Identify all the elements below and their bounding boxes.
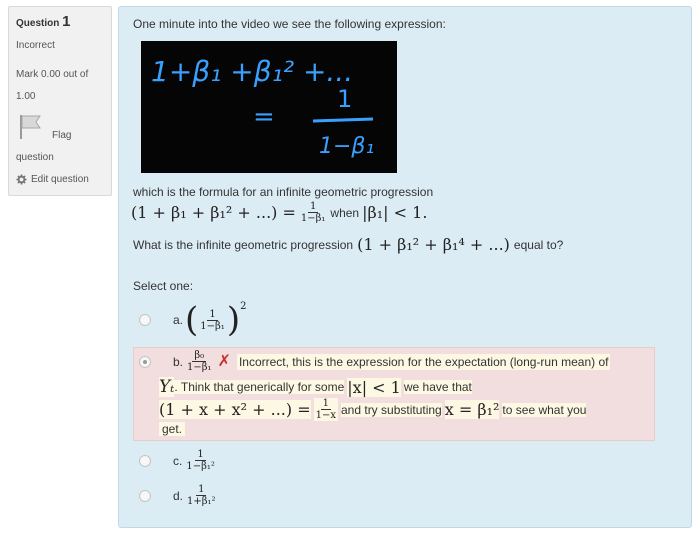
option-a-radio[interactable] (139, 314, 151, 326)
feedback-line-2-end: we have that (403, 380, 472, 394)
video-still-image (141, 41, 397, 173)
option-a-letter: a. (173, 313, 184, 327)
option-b-bottom: 1−β₁ (187, 362, 212, 373)
blackboard-numerator: 1 (337, 85, 353, 113)
option-a-fraction (198, 309, 227, 332)
formula-lhs: (1 + β₁ + β₁² + ...) = (131, 203, 296, 222)
formula-line (131, 201, 427, 224)
feedback-fraction (314, 398, 338, 421)
flag-label-2: question (16, 152, 54, 163)
question-grade (16, 64, 104, 108)
edit-question-label: Edit question (31, 174, 89, 185)
formula-condition: |β₁| < 1. (362, 203, 428, 222)
grade-line-1: Mark 0.00 out of (16, 69, 89, 80)
question-content (118, 6, 692, 528)
feedback-variable: Yₜ (159, 377, 175, 397)
option-d-top: 1 (198, 484, 205, 495)
feedback-line-1: Incorrect, this is the expression for the expectation (long-run mean) of (238, 354, 609, 369)
when-word: when (330, 205, 360, 220)
option-b-letter: b. (173, 354, 184, 369)
option-c-bottom: 1−β₁² (186, 461, 215, 472)
option-d-letter: d. (173, 488, 184, 503)
prompt-prefix: What is the infinite geometric progression (133, 237, 354, 252)
gear-icon (16, 174, 27, 185)
grade-line-2: 1.00 (16, 91, 36, 102)
blackboard-line-1: 1+β₁ +β₁² +... (151, 55, 354, 88)
feedback-line-3-mid: and try substituting (341, 402, 442, 417)
option-b-top: β₀ (194, 350, 205, 361)
feedback-line-3 (159, 398, 586, 421)
formula-fraction-top: 1 (309, 201, 317, 212)
answer-option-a[interactable] (139, 300, 247, 340)
blackboard-denominator: 1−β₁ (319, 134, 375, 159)
option-a-close-paren: ) (226, 300, 241, 340)
formula-description: which is the formula for an infinite geometric progression (133, 185, 434, 199)
answer-option-c[interactable] (139, 449, 217, 472)
option-d-radio[interactable] (139, 490, 151, 502)
feedback-fraction-top: 1 (322, 398, 329, 409)
feedback-line-4: get. (159, 422, 185, 436)
formula-fraction-bottom: 1−β₁ (300, 213, 326, 224)
blackboard-fraction-bar (313, 119, 373, 121)
feedback-condition: |x| < 1 (347, 377, 401, 397)
option-c-fraction (184, 449, 217, 472)
flag-icon (18, 114, 42, 140)
incorrect-cross-icon: ✗ (217, 352, 231, 370)
prompt-suffix: equal to? (513, 237, 564, 252)
option-d-bottom: 1+β₁² (187, 496, 216, 507)
question-intro: One minute into the video we see the following expression: (133, 17, 446, 31)
option-b-fraction (185, 350, 214, 373)
handwritten-formula (141, 41, 397, 173)
prompt-expression: (1 + β₁² + β₁⁴ + ...) (357, 235, 510, 254)
feedback-substitution: x = β₁² (444, 400, 500, 419)
feedback-line-2-text: . Think that generically for some (174, 380, 345, 394)
question-word: Question (16, 18, 60, 29)
option-c-letter: c. (173, 453, 183, 468)
option-a-power: 2 (240, 301, 247, 312)
formula-fraction (299, 201, 328, 224)
feedback-line-2 (159, 377, 472, 397)
option-a-top: 1 (209, 308, 216, 320)
option-d-fraction (185, 484, 218, 507)
edit-question-link[interactable] (16, 174, 104, 185)
option-c-top: 1 (197, 449, 204, 460)
option-b-radio[interactable] (139, 356, 151, 368)
question-prompt (133, 235, 563, 254)
question-number-value: 1 (62, 13, 71, 30)
feedback-series: (1 + x + x² + ...) = (159, 400, 311, 419)
feedback-fraction-bottom: 1−x (315, 410, 336, 421)
answer-option-d[interactable] (139, 484, 218, 507)
flag-question-toggle[interactable] (16, 112, 104, 163)
option-a-open-paren: ( (185, 300, 199, 340)
question-state: Incorrect (16, 40, 55, 51)
question-info-panel (8, 6, 112, 196)
option-c-radio[interactable] (139, 455, 151, 467)
blackboard-equals: = (253, 102, 275, 132)
flag-label: Flag (52, 130, 72, 141)
select-one-label: Select one: (133, 279, 194, 293)
question-number (16, 13, 104, 30)
option-a-bottom: 1−β₁ (200, 320, 225, 332)
answer-option-b[interactable] (139, 350, 610, 373)
feedback-line-3-end: to see what you (502, 402, 587, 417)
